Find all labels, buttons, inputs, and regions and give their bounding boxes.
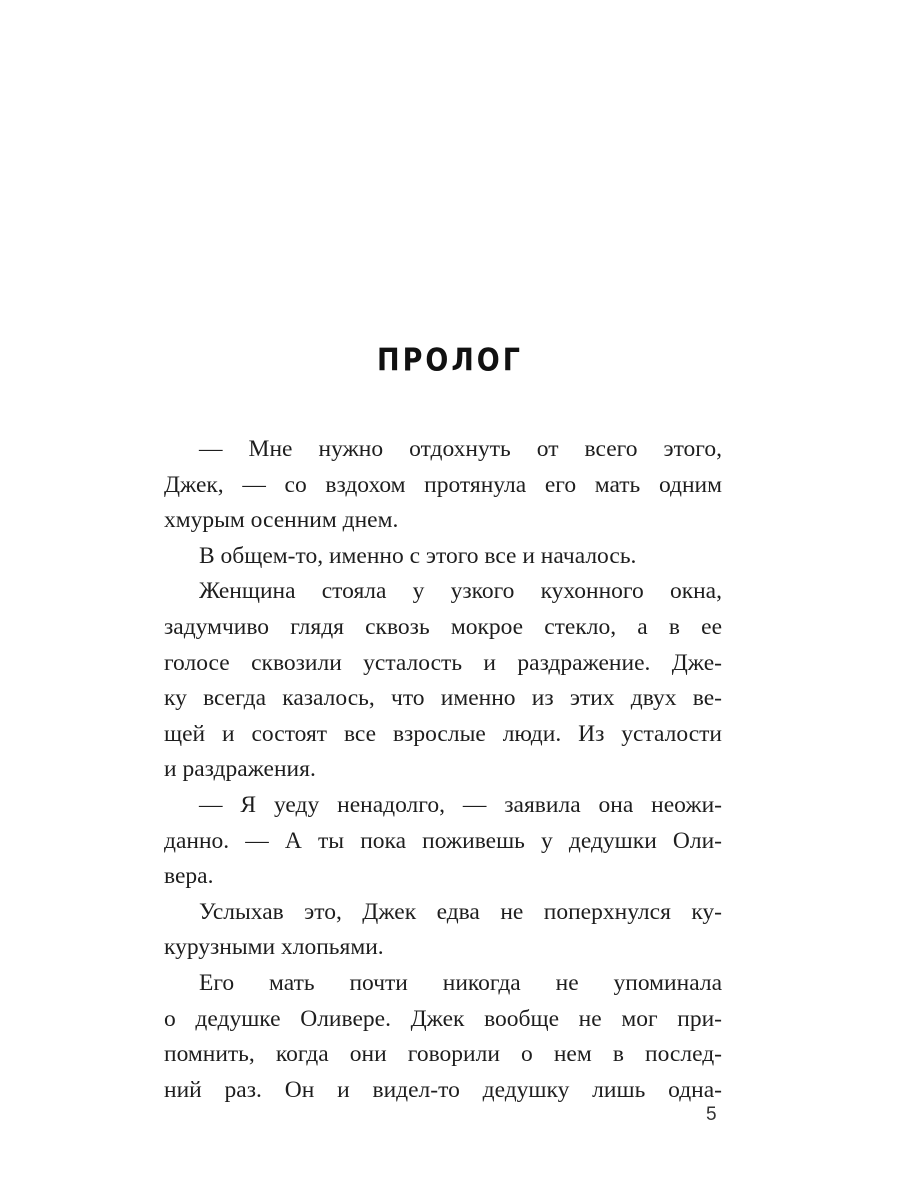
text-line: В общем-то, именно с этого все и началось. — [199, 542, 637, 569]
text-line: данно. — А ты пока поживешь у дедушки Оли- — [164, 827, 722, 854]
text-line: — Мне нужно отдохнуть от всего этого, — [199, 436, 722, 462]
text-line: задумчиво глядя сквозь мокрое стекло, а в ее — [164, 613, 722, 640]
text-line: курузными хлопьями. — [164, 934, 384, 961]
text-line: ний раз. Он и видел-то дедушку лишь одна- — [164, 1076, 722, 1103]
text-line: вера. — [164, 863, 214, 890]
text-line: щей и состоят все взрослые люди. Из усталости — [164, 720, 722, 747]
text-line: ку всегда казалось, что именно из этих двух ве- — [164, 685, 722, 712]
text-line: Женщина стояла у узкого кухонного окна, — [199, 578, 722, 605]
text-line: о дедушке Оливере. Джек вообще не мог при- — [164, 1005, 722, 1032]
text-line: помнить, когда они говорили о нем в послед- — [164, 1041, 722, 1068]
text-line: голосе сквозили усталость и раздражение. Дже- — [164, 649, 722, 676]
text-line: Джек, — со вздохом протянула его мать одним — [164, 471, 722, 498]
text-line: и раздражения. — [164, 756, 316, 783]
text-line: хмурым осенним днем. — [164, 507, 399, 534]
text-line: Услыхав это, Джек едва не поперхнулся ку- — [199, 898, 722, 925]
body-text — [164, 432, 722, 1108]
chapter-title: ПРОЛОГ — [377, 342, 523, 379]
text-line: — Я уеду ненадолго, — заявила она неожи- — [199, 791, 722, 818]
page-number: 5 — [706, 1104, 717, 1125]
text-line: Его мать почти никогда не упоминала — [199, 969, 722, 996]
